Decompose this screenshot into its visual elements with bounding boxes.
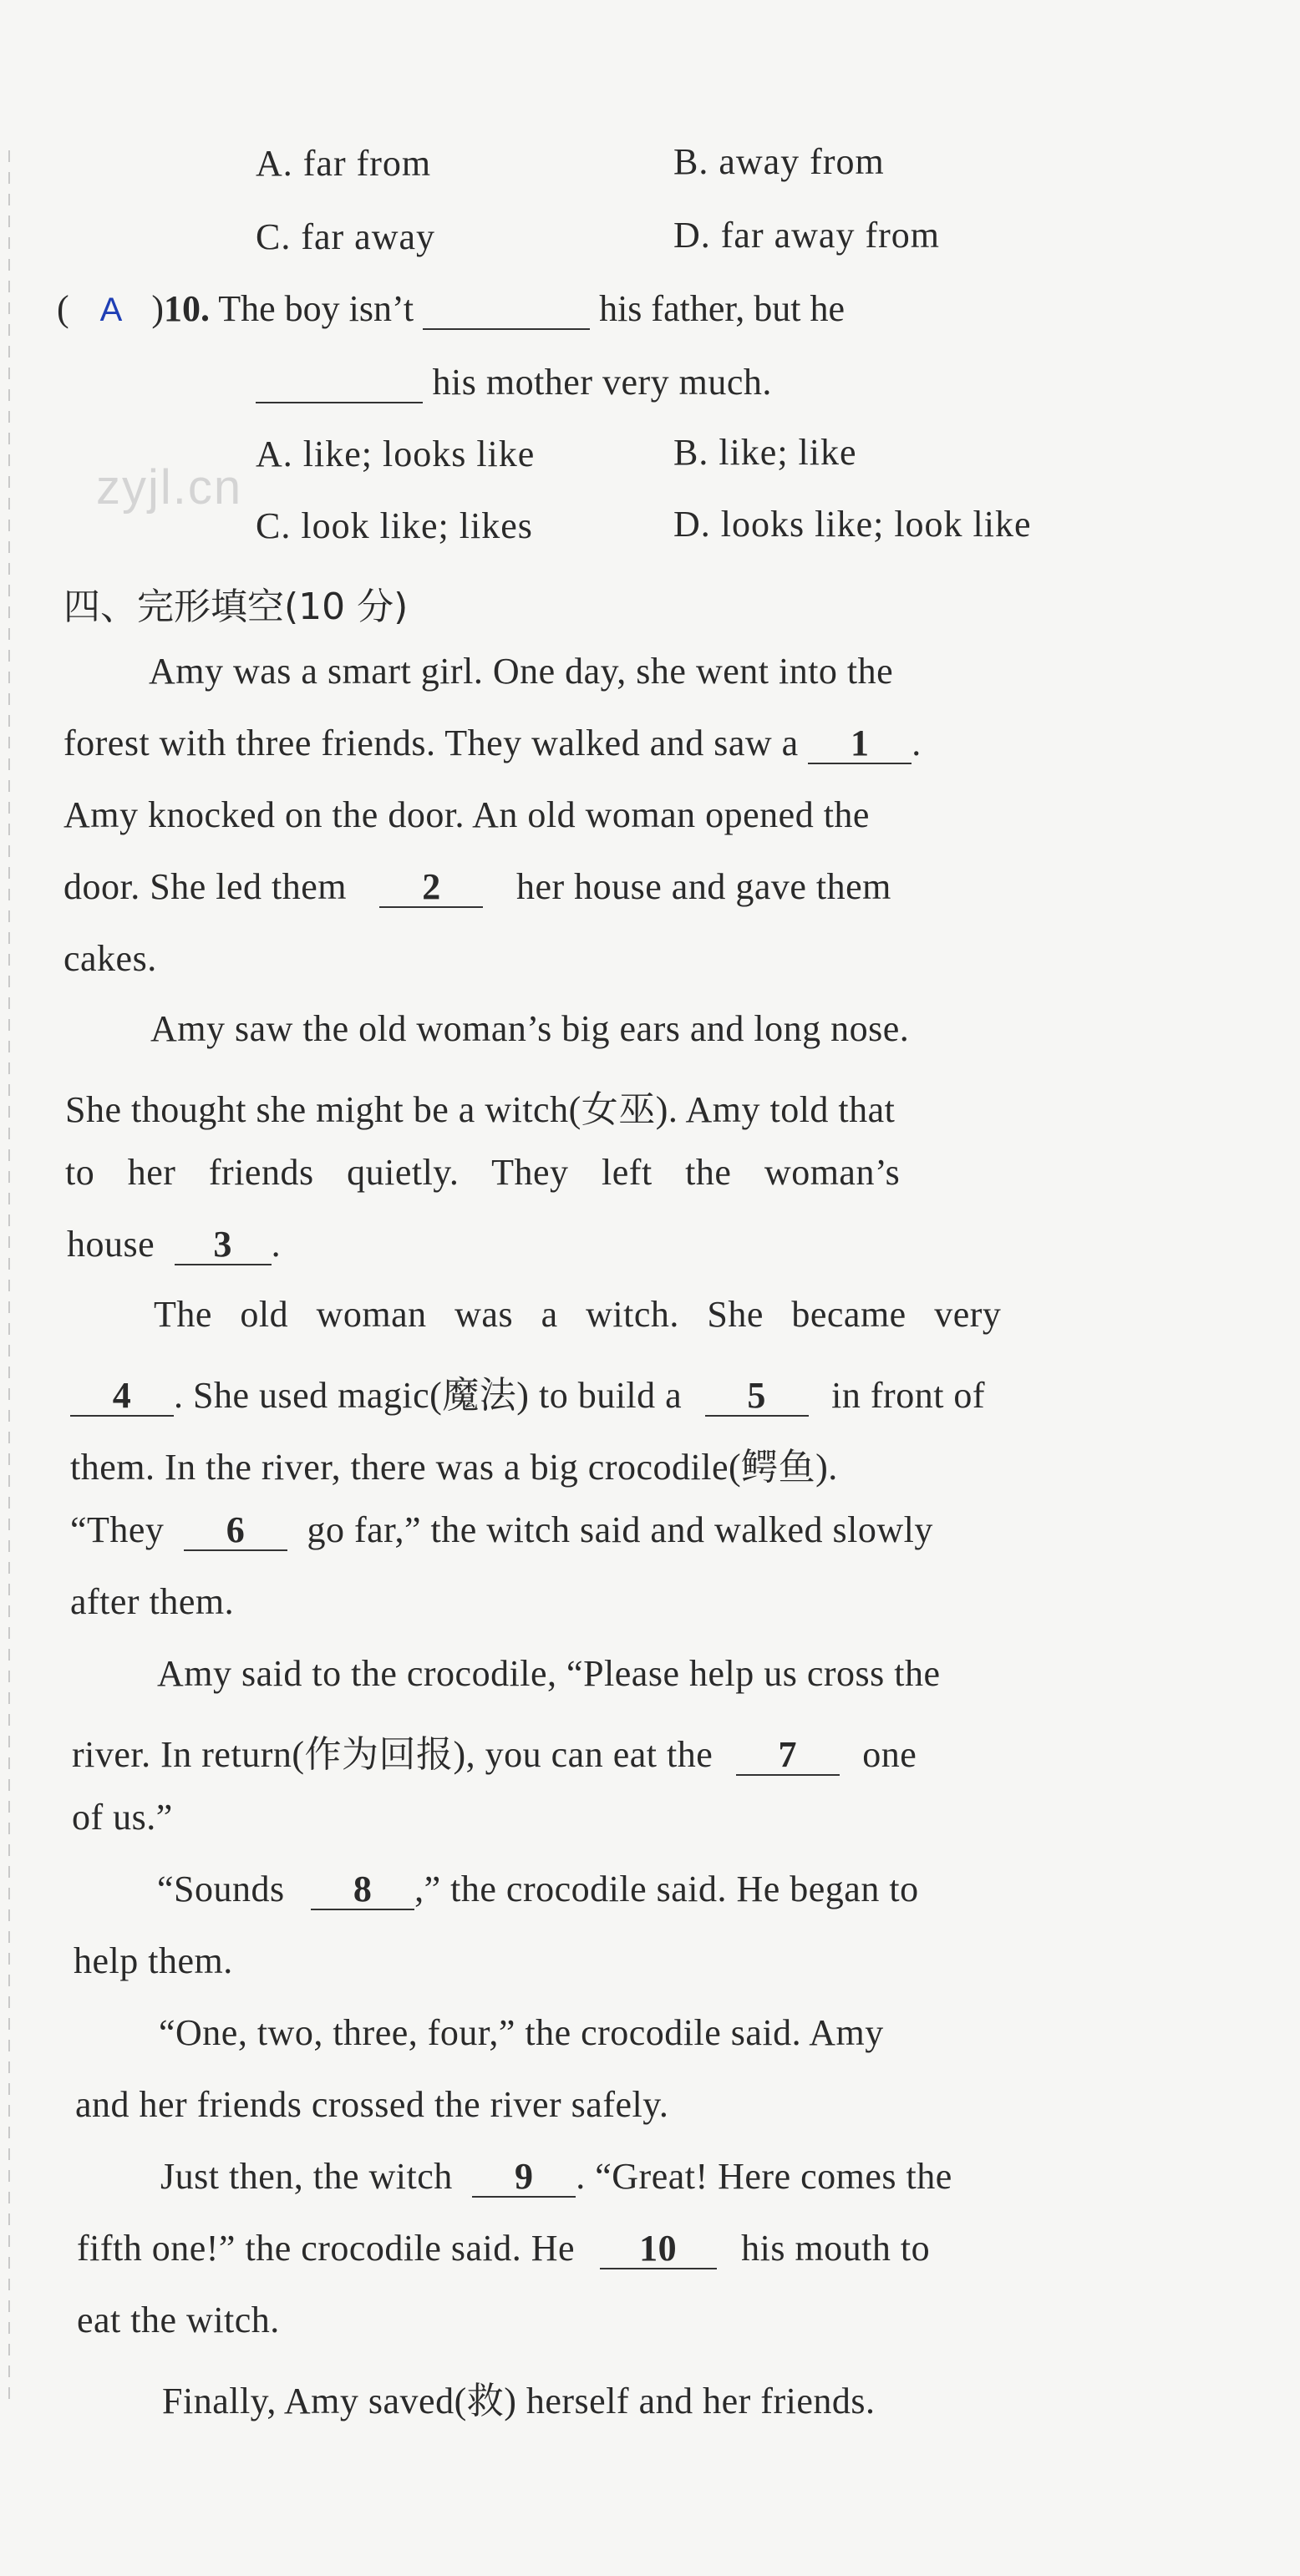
cloze-blank-3: 3 [175,1225,272,1265]
passage-p1-line1: Amy was a smart girl. One day, she went into the [149,651,894,692]
passage-text: go far,” the witch said and walked slowly [307,1509,933,1550]
passage-text: ,” the crocodile said. He began to [414,1869,919,1909]
passage-p4-line1: Amy said to the crocodile, “Please help us cross the [157,1653,941,1694]
passage-p2-line3: to her friends quietly. They left the woman’s [65,1152,901,1193]
q10-option-b: B. like; like [673,432,857,473]
passage-p3-line2 [70,1365,985,1418]
q10-blank-2 [256,363,423,403]
passage-p1-line4 [63,865,891,908]
cloze-blank-1: 1 [808,724,912,764]
passage-text: “Sounds [157,1869,285,1909]
q10-text-part2: his father, but he [599,288,845,329]
q10-answer: A [99,292,123,328]
passage-p7-line2 [77,2227,930,2269]
cloze-blank-9: 9 [472,2158,576,2198]
passage-p8-line1: Finally, Amy saved(救) herself and her friends. [162,2381,876,2421]
q10-stem-line2 [256,361,772,403]
passage-p2-line2: She thought she might be a witch(女巫). Amy told that [65,1089,896,1130]
passage-p1-line2 [63,722,922,764]
cloze-blank-5: 5 [705,1377,809,1417]
cloze-blank-10: 10 [600,2229,717,2269]
binding-margin-line [8,150,10,2406]
q9-option-c: C. far away [256,216,436,257]
q10-option-d: D. looks like; look like [673,504,1032,545]
passage-p5-line1 [157,1868,919,1910]
passage-text: fifth one!” the crocodile said. He [77,2228,576,2269]
passage-text: forest with three friends. They walked and saw a [63,723,799,763]
passage-p5-line2: help them. [74,1940,233,1981]
passage-p6-line1: “One, two, three, four,” the crocodile said. Amy [159,2012,884,2053]
passage-text: in front of [831,1375,986,1416]
passage-p6-line2: and her friends crossed the river safely. [75,2084,669,2125]
q9-option-a: A. far from [256,143,432,184]
passage-p2-line1: Amy saw the old woman’s big ears and long nose. [150,1008,910,1049]
cloze-blank-4: 4 [70,1377,174,1417]
q10-number: 10. [164,288,210,329]
passage-p4-line3: of us.” [72,1797,173,1838]
passage-text: . [271,1224,282,1265]
passage-text: his mouth to [741,2228,931,2269]
passage-p7-line3: eat the witch. [77,2300,280,2340]
section-title: 四、完形填空(10 分) [63,586,409,628]
q9-option-b: B. away from [673,141,885,182]
passage-p1-line3: Amy knocked on the door. An old woman opened the [63,794,870,835]
cloze-blank-8: 8 [311,1870,414,1910]
q10-option-c: C. look like; likes [256,505,533,546]
passage-text: her house and gave them [515,866,891,907]
cloze-blank-7: 7 [736,1736,840,1776]
passage-p3-line4 [70,1509,933,1551]
passage-text: door. She led them [63,866,347,907]
passage-p2-line4 [67,1223,281,1265]
q10-paren-open: ( [57,288,69,329]
q10-blank-1 [423,290,590,330]
passage-p4-line2 [72,1724,917,1777]
passage-text: river. In return(作为回报), you can eat the [72,1734,713,1775]
q10-paren-close: ) [151,288,164,329]
q10-stem-line1 [57,287,845,330]
passage-p3-line5: after them. [70,1581,235,1622]
site-watermark: zyjl.cn [96,460,243,515]
q10-text-part1: The boy isn’t [218,288,414,329]
passage-text: . [912,723,922,763]
passage-text: Just then, the witch [160,2156,453,2197]
passage-p1-line5: cakes. [63,938,157,979]
q9-option-d: D. far away from [673,215,940,256]
passage-text: . She used magic(魔法) to build a [174,1375,683,1416]
cloze-blank-6: 6 [184,1511,287,1551]
passage-text: one [862,1734,917,1775]
q10-text-part3: his mother very much. [432,362,772,403]
passage-text: “They [70,1509,165,1550]
passage-text: . “Great! Here comes the [576,2156,952,2197]
cloze-blank-2: 2 [379,868,483,908]
passage-p7-line1 [160,2155,952,2198]
passage-text: house [67,1224,155,1265]
q10-option-a: A. like; looks like [256,434,536,474]
passage-p3-line1: The old woman was a witch. She became very [154,1294,1002,1335]
passage-p3-line3: them. In the river, there was a big crocodile(鳄鱼). [70,1447,838,1488]
